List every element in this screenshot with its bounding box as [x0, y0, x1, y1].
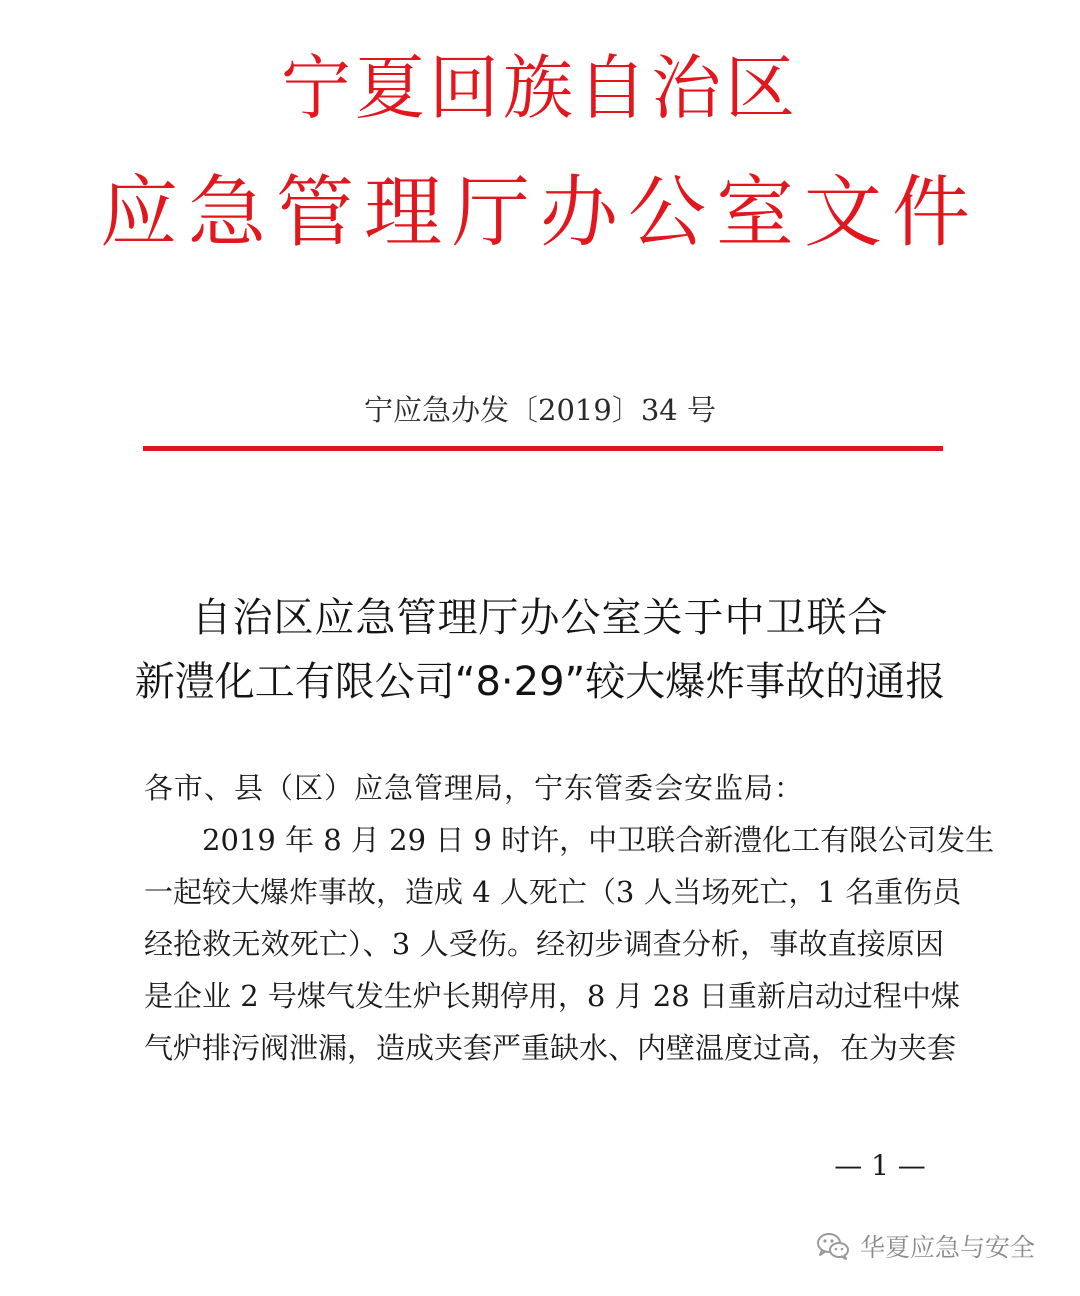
document-header-issuer: 宁夏回族自治区	[281, 47, 799, 129]
wechat-icon	[816, 1231, 850, 1261]
document-title-line-2: 新澧化工有限公司“8·29”较大爆炸事故的通报	[134, 659, 946, 705]
document-title-line-1: 自治区应急管理厅办公室关于中卫联合	[191, 595, 889, 641]
page-number: — 1 —	[834, 1149, 926, 1182]
body-line-2: 一起较大爆炸事故，造成 4 人死亡（3 人当场死亡，1 名重伤员	[144, 875, 962, 909]
watermark	[816, 1224, 1035, 1268]
document-header-office: 应急管理厅办公室文件	[99, 168, 980, 258]
watermark-text: 华夏应急与安全	[860, 1233, 1036, 1262]
body-line-5: 气炉排污阀泄漏，造成夹套严重缺水、内壁温度过高，在为夹套	[144, 1031, 957, 1065]
body-line-1: 2019 年 8 月 29 日 9 时许，中卫联合新澧化工有限公司发生	[202, 823, 995, 857]
document-number: 宁应急办发〔2019〕34 号	[364, 393, 716, 427]
body-line-4: 是企业 2 号煤气发生炉长期停用，8 月 28 日重新启动过程中煤	[144, 979, 960, 1013]
addressee: 各市、县（区）应急管理局，宁东管委会安监局：	[144, 771, 805, 805]
red-divider	[143, 446, 943, 451]
body-line-3: 经抢救无效死亡）、3 人受伤。经初步调查分析，事故直接原因	[144, 927, 944, 961]
